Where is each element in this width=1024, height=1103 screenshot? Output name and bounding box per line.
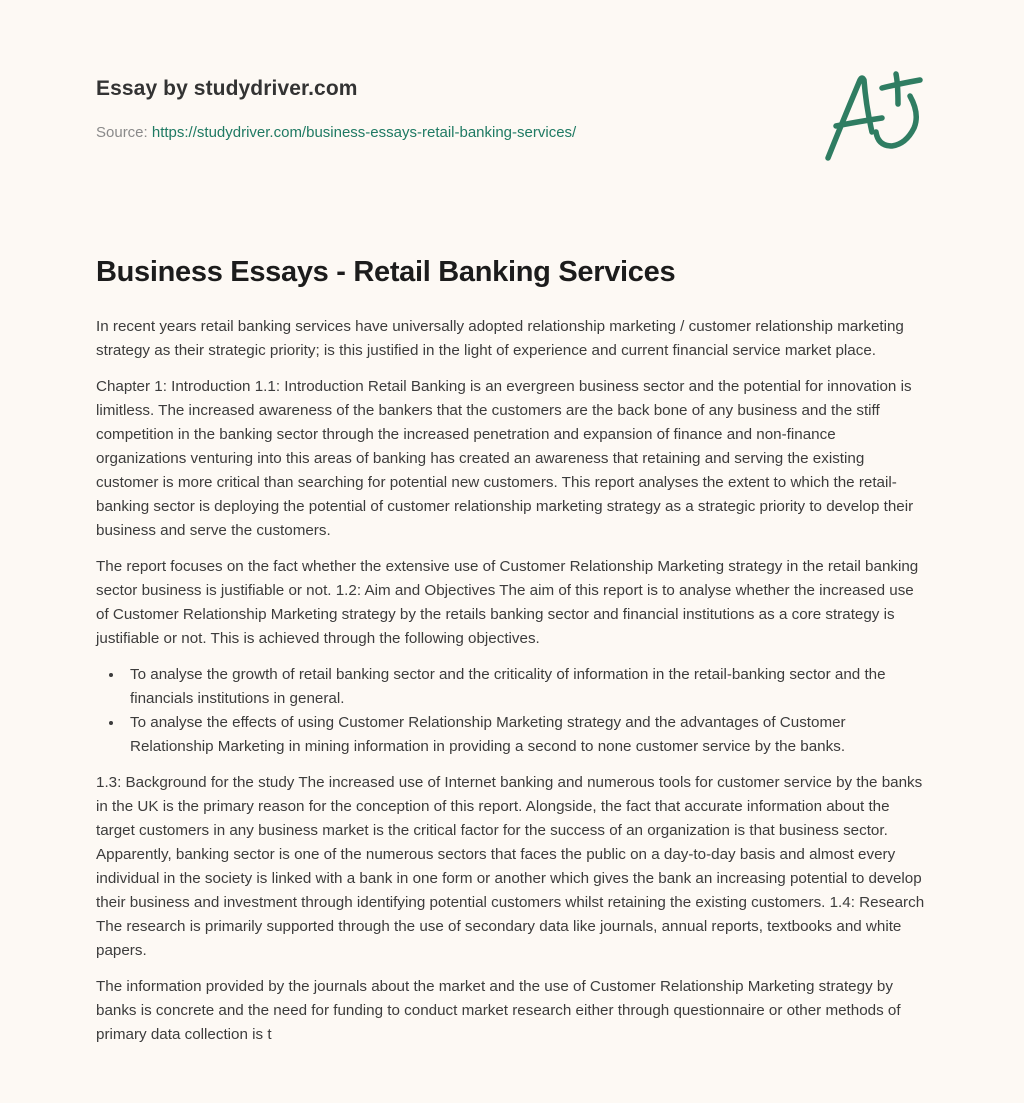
paragraph: The report focuses on the fact whether the extensive use of Customer Relationship Marketing strategy in the retail banking sector business is justifiable or not. 1.2: Aim and Objectives The aim of this report is to analyse whether the increased use of Customer Relationship Marketing strategy by the retails banking sector and financial institutions as a core strategy is justifiable or not. This is achieved through the following objectives. bbox=[96, 558, 919, 647]
document-title: Business Essays - Retail Banking Services bbox=[96, 256, 676, 288]
source-link[interactable]: https://studydriver.com/business-essays-retail-banking-services/ bbox=[151, 124, 577, 141]
objectives-list bbox=[96, 663, 928, 759]
essay-content bbox=[96, 315, 928, 1059]
paragraph: In recent years retail banking services have universally adopted relationship marketing / customer relationship marketing strategy as their strategic priority; is this justified in the light of experience and current financial service market place. bbox=[96, 318, 904, 359]
source-label: Source: bbox=[96, 124, 148, 141]
essay-page bbox=[96, 0, 928, 1043]
brand-title: Essay by studydriver.com bbox=[96, 77, 358, 100]
source-line bbox=[96, 124, 576, 141]
a-plus-grade-icon bbox=[822, 66, 926, 166]
page-header bbox=[96, 0, 928, 200]
paragraph: Chapter 1: Introduction 1.1: Introduction Retail Banking is an evergreen business sector and the potential for innovation is limitless. The increased awareness of the bankers that the customers are the back bone of any business and the stiff competition in the banking sector through the increased penetration and expansion of finance and non-finance organizations venturing into this areas of banking has created an awareness that retaining and serving the existing customer is more critical than searching for potential new customers. This report analyses the extent to which the retail-banking sector is deploying the potential of customer relationship marketing strategy as a strategic priority to develop their business and serve the customers. bbox=[96, 378, 914, 539]
paragraph: 1.3: Background for the study The increased use of Internet banking and numerous tools for customer service by the banks in the UK is the primary reason for the conception of this report. Alongside, the fact that accurate information about the target customers in any business market is the critical factor for the success of an organization is that business sector. Apparently, banking sector is one of the numerous sectors that faces the public on a day-to-day basis and almost every individual in the society is linked with a bank in one form or another which gives the bank an increasing potential to develop their business and investment through identifying potential customers whilst retaining the existing customers. 1.4: Research The research is primarily supported through the use of secondary data like journals, annual reports, textbooks and white papers. bbox=[96, 774, 925, 959]
list-item: • To analyse the growth of retail banking sector and the criticality of information in the retail-banking sector and the financials institutions in general. bbox=[124, 663, 928, 711]
list-item: • To analyse the effects of using Customer Relationship Marketing strategy and the advantages of Customer Relationship Marketing in mining information in providing a second to none customer service by the banks. bbox=[124, 711, 928, 759]
paragraph: The information provided by the journals about the market and the use of Customer Relationship Marketing strategy by banks is concrete and the need for funding to conduct market research either through questionnaire or other methods of primary data collection is t bbox=[96, 978, 901, 1043]
